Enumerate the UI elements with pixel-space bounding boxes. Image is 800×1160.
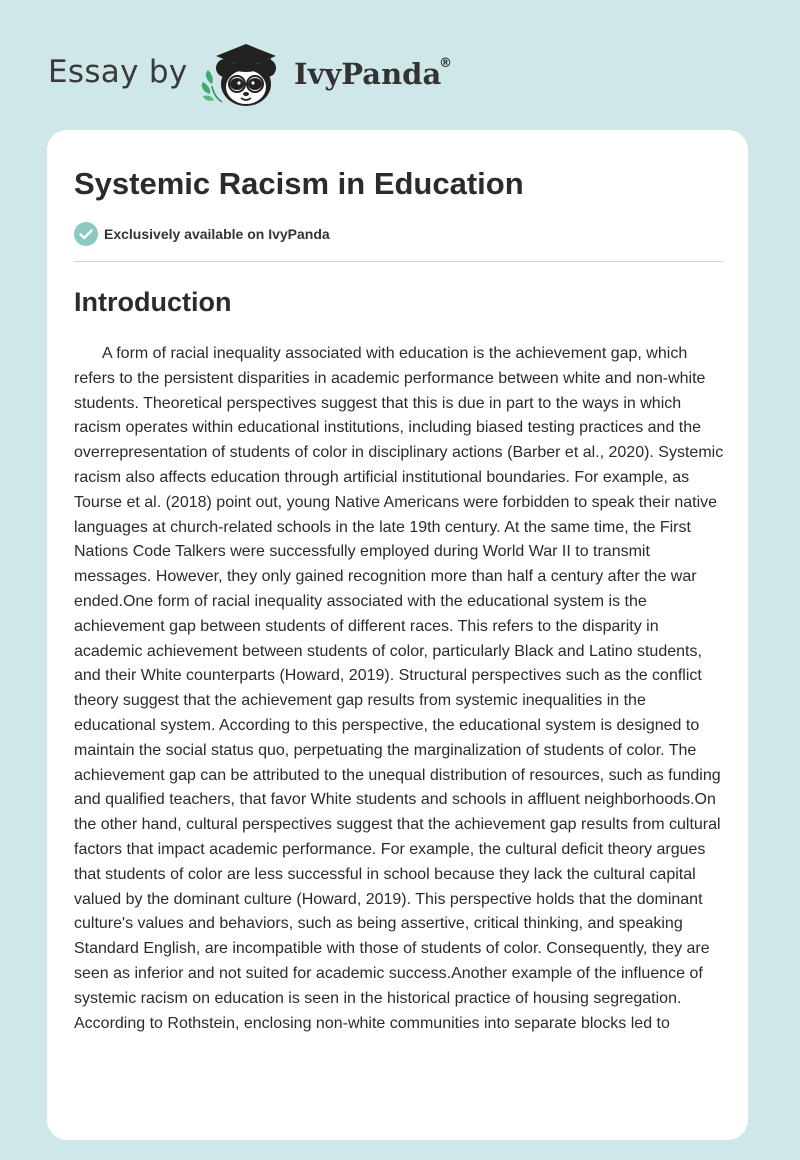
panda-graduate-logo-icon[interactable] [198,34,294,110]
registered-mark: ® [439,56,452,71]
essay-card [47,130,748,1140]
exclusive-badge-text: Exclusively available on IvyPanda [104,226,330,242]
essay-by-label: Essay by [48,54,188,90]
essay-body-paragraph: A form of racial inequality associated with education is the achievement gap, which refers to the persistent disparities in academic performance between white and non-white students. Theoretical perspectives suggest that this is due in part to the ways in which racism operates within educational institutions, including biased testing practices and the overrepresentation of students of color in disciplinary actions (Barber et al., 2020). Systemic racism also affects education through artificial institutional boundaries. For example, as Tourse et al. (2018) point out, young Native Americans were forbidden to speak their native languages at church-related schools in the late 19th century. At the same time, the First Nations Code Talkers were successfully employed during World War II to transmit messages. However, they only gained recognition more than half a century after the war ended.One form of racial inequality associated with the educational system is the achievement gap between students of different races. This refers to the disparity in academic achievement between students of color, particularly Black and Latino students, and their White counterparts (Howard, 2019). Structural perspectives such as the conflict theory suggest that the achievement gap results from systemic inequalities in the educational system. According to this perspective, the educational system is designed to maintain the social status quo, perpetuating the marginalization of students of color. The achievement gap can be attributed to the unequal distribution of resources, such as funding and qualified teachers, that favor White students and schools in affluent neighborhoods.On the other hand, cultural perspectives suggest that the achievement gap results from cultural factors that impact academic performance. For example, the cultural deficit theory argues that students of color are less successful in school because they lack the cultural capital valued by the dominant culture (Howard, 2019). This perspective holds that the dominant culture's values and behaviors, such as being assertive, critical thinking, and speaking Standard English, are incompatible with those of students of color. Consequently, they are seen as inferior and not suited for academic success.Another example of the influence of systemic racism on education is seen in the historical practice of housing segregation. According to Rothstein, enclosing non-white communities into separate blocks led to [74,345,724,1032]
divider [74,261,723,262]
essay-title: Systemic Racism in Education [74,166,524,201]
exclusive-badge [74,222,330,246]
check-circle-icon [74,222,98,246]
site-header [0,0,800,130]
brand-name[interactable]: IvyPanda [294,57,442,91]
section-heading-introduction: Introduction [74,287,232,317]
